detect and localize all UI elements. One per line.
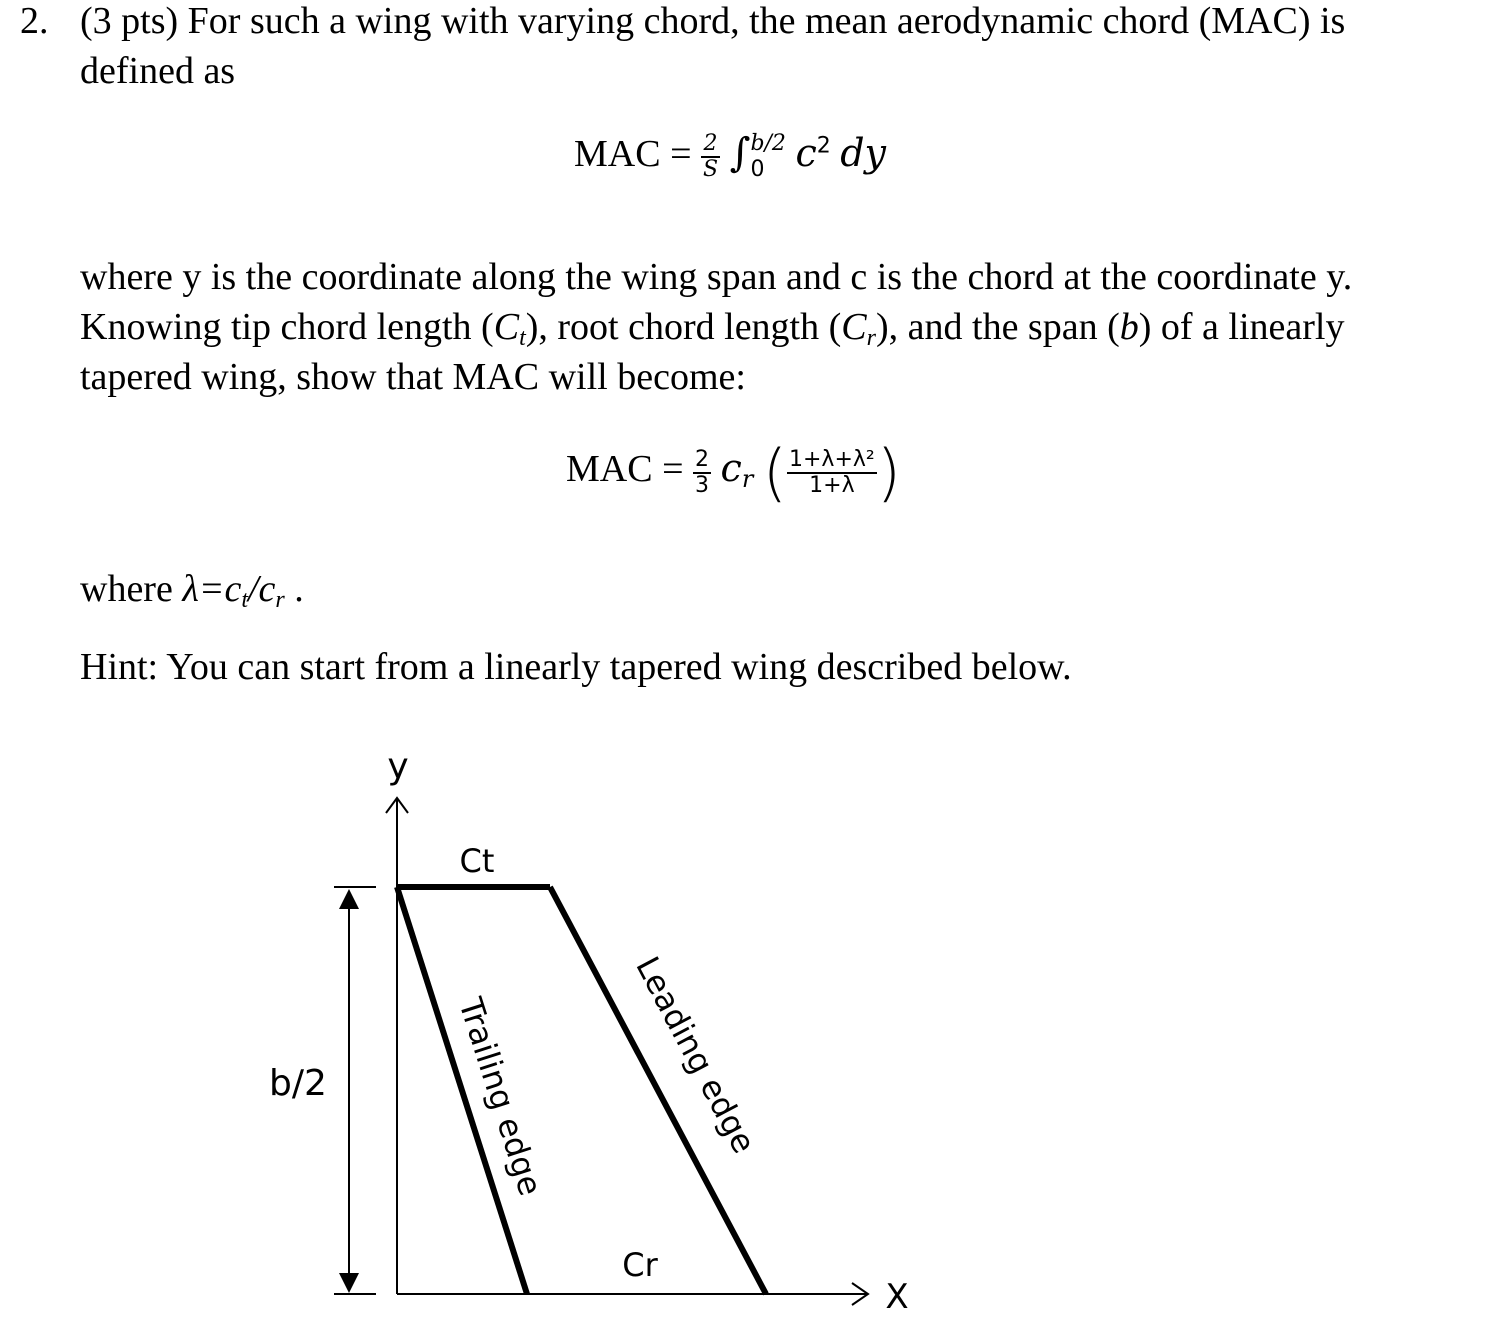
root-chord-symbol: C [841,306,867,348]
eq1-lower-limit: 0 [750,157,765,183]
paragraph-2-line-2: Knowing tip chord length $(C_t)$, root chord length $(C_r)$, and the span (b) of a linearly [80,306,1345,351]
eq2-paren-open: ( [762,436,787,509]
question-line-1: (3 pts) For such a wing with varying chord, the mean aerodynamic chord (MAC) is [80,0,1346,42]
eq1-power: 2 [816,133,831,159]
eq2-equals: = [662,448,684,491]
y-axis-label: y [387,746,409,787]
dimension-arrow-top [339,889,359,909]
half-span-label: b/2 [269,1063,327,1104]
eq1-differential: dy [840,131,887,175]
eq2-cr-sub: r [741,465,754,494]
trailing-edge-label: Trailing edge [451,993,550,1201]
eq2-inner-num: 1+λ+λ² [789,446,875,472]
eq1-equals: = [670,133,692,175]
x-axis-label: X [885,1277,909,1317]
eq2-paren-close: ) [876,436,901,509]
eq1-frac-num: 2 [703,131,718,157]
question-number: 2. [20,0,49,42]
dimension-arrow-bottom [339,1273,359,1293]
eq2-inner-den: 1+λ [787,472,877,498]
paragraph-2-line-1: where y is the coordinate along the wing span and c is the chord at the coordinate y. [80,256,1353,298]
question-line-2: defined as [80,50,236,92]
leading-edge-label: Leading edge [628,950,764,1160]
eq1-integral: ∫ [729,130,751,176]
eq1-integrand: c [795,131,817,175]
tip-chord-symbol: C [493,306,520,348]
eq2-lhs: MAC [566,448,653,491]
root-chord-label: Cr [622,1246,658,1284]
span-symbol: b [1119,306,1139,348]
eq1-upper-limit: b/2 [750,131,786,157]
tip-chord-label: Ct [459,842,495,880]
eq1-frac-den: S [703,157,719,183]
eq2-frac-den: 3 [695,472,710,498]
eq1-lhs: MAC [574,133,661,175]
lambda-definition: where $\lambda=c_t/c_r$ . [80,568,304,613]
eq2-cr: c [720,446,742,491]
hint-text: Hint: You can start from a linearly tapered wing described below. [80,646,1072,688]
paragraph-2-line-3: tapered wing, show that MAC will become: [80,356,746,398]
eq2-frac-num: 2 [695,446,710,472]
